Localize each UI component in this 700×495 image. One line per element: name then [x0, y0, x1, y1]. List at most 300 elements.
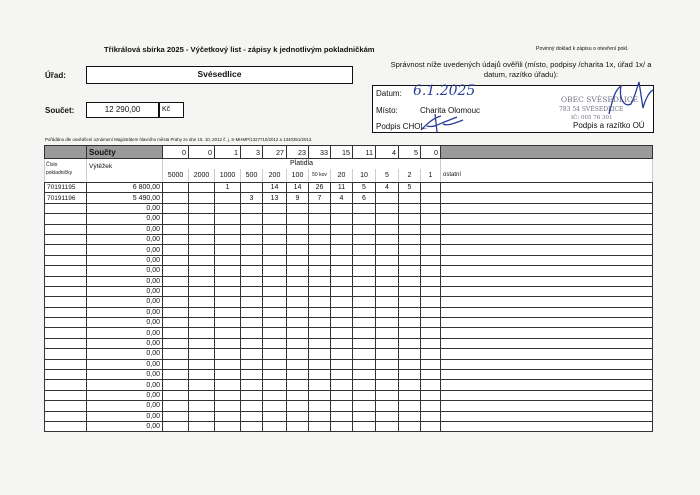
count-cell: [263, 266, 287, 276]
count-cell: [241, 359, 263, 369]
sum-20: 15: [331, 146, 353, 159]
yield-cell: 0,00: [87, 276, 163, 286]
stamp-line-1: OBEC SVÉSEDLICE: [561, 95, 639, 104]
count-cell: [215, 328, 241, 338]
yield-cell: 0,00: [87, 245, 163, 255]
count-cell: [215, 370, 241, 380]
count-cell: [163, 276, 189, 286]
count-cell: [263, 286, 287, 296]
count-cell: [376, 214, 399, 224]
stamp-line-2: 783 54 SVÉSEDLICE: [559, 106, 624, 113]
verification-box: [372, 85, 654, 133]
count-cell: [309, 421, 331, 431]
count-cell: [399, 411, 421, 421]
count-cell: [331, 224, 353, 234]
count-cell: [241, 214, 263, 224]
count-cell: [241, 276, 263, 286]
count-cell: [421, 245, 441, 255]
count-cell: [309, 234, 331, 244]
count-cell: [215, 401, 241, 411]
yield-cell: 0,00: [87, 338, 163, 348]
place-value: Charita Olomouc: [420, 106, 481, 115]
count-cell: [215, 390, 241, 400]
count-cell: [376, 266, 399, 276]
count-cell: [263, 401, 287, 411]
count-cell: [215, 214, 241, 224]
count-cell: 6: [353, 193, 376, 203]
count-cell: [309, 359, 331, 369]
count-cell: [189, 401, 215, 411]
other-cell: [441, 286, 653, 296]
other-cell: [441, 380, 653, 390]
count-cell: [287, 380, 309, 390]
count-cell: [421, 359, 441, 369]
date-value: 6.1.2025: [413, 83, 476, 99]
count-cell: [287, 245, 309, 255]
denomination-header: 2: [399, 169, 421, 183]
count-cell: [263, 276, 287, 286]
count-cell: [399, 359, 421, 369]
count-cell: [309, 370, 331, 380]
count-cell: [376, 349, 399, 359]
count-cell: [241, 318, 263, 328]
other-cell: [441, 245, 653, 255]
yield-cell: 6 800,00: [87, 183, 163, 193]
denomination-header: 20: [331, 169, 353, 183]
count-cell: [309, 307, 331, 317]
box-number-cell: [45, 401, 87, 411]
count-cell: [376, 411, 399, 421]
yield-cell: 0,00: [87, 349, 163, 359]
table-row: [45, 214, 653, 224]
count-cell: [241, 234, 263, 244]
count-cell: [376, 338, 399, 348]
tally-table-body: [45, 146, 653, 432]
yield-cell: 0,00: [87, 390, 163, 400]
document-title: Tříkrálová sbírka 2025 - Výčetkový list - zápisy k jednotlivým pokladničkám: [104, 45, 375, 54]
count-cell: [163, 328, 189, 338]
denominations-row: [45, 169, 653, 183]
count-cell: [163, 307, 189, 317]
denomination-header: 200: [263, 169, 287, 183]
count-cell: [331, 370, 353, 380]
count-cell: [189, 297, 215, 307]
yield-cell: 0,00: [87, 421, 163, 431]
count-cell: [421, 370, 441, 380]
count-cell: [189, 359, 215, 369]
table-row: [45, 390, 653, 400]
count-cell: [287, 328, 309, 338]
count-cell: [376, 359, 399, 369]
office-signature: [605, 78, 655, 130]
count-cell: [376, 421, 399, 431]
count-cell: [376, 203, 399, 213]
box-number-cell: [45, 349, 87, 359]
other-cell: [441, 307, 653, 317]
count-cell: [421, 183, 441, 193]
box-number-cell: [45, 390, 87, 400]
count-cell: [353, 286, 376, 296]
count-cell: [399, 421, 421, 431]
count-cell: [331, 421, 353, 431]
yield-cell: 0,00: [87, 380, 163, 390]
count-cell: [263, 370, 287, 380]
count-cell: [163, 338, 189, 348]
count-cell: [215, 266, 241, 276]
currency-label: Kč: [159, 102, 184, 118]
total-value: 12 290,00: [86, 102, 159, 118]
box-number-cell: 70191195: [45, 183, 87, 193]
count-cell: [353, 370, 376, 380]
count-cell: [189, 390, 215, 400]
count-cell: [376, 307, 399, 317]
count-cell: [399, 286, 421, 296]
count-cell: 5: [353, 183, 376, 193]
count-cell: [376, 193, 399, 203]
count-cell: 26: [309, 183, 331, 193]
count-cell: [189, 183, 215, 193]
count-cell: [399, 328, 421, 338]
count-cell: [215, 276, 241, 286]
count-cell: [215, 255, 241, 265]
sums-other-shaded: [441, 146, 653, 159]
mandatory-note: Povinný doklad k zápisu o otevření pokl.: [536, 46, 629, 52]
count-cell: [399, 255, 421, 265]
sums-label: Součty: [87, 146, 163, 159]
count-cell: [421, 307, 441, 317]
table-row: [45, 411, 653, 421]
count-cell: [399, 234, 421, 244]
sums-row: [45, 146, 653, 159]
count-cell: [215, 245, 241, 255]
yield-cell: 0,00: [87, 255, 163, 265]
count-cell: [163, 359, 189, 369]
other-cell: [441, 276, 653, 286]
count-cell: [309, 318, 331, 328]
date-label: Datum:: [376, 89, 402, 98]
count-cell: [241, 338, 263, 348]
other-cell: [441, 401, 653, 411]
box-number-cell: [45, 338, 87, 348]
count-cell: [331, 266, 353, 276]
box-number-cell: [45, 297, 87, 307]
other-cell: [441, 349, 653, 359]
count-cell: [241, 286, 263, 296]
denomination-header: 5: [376, 169, 399, 183]
table-row: [45, 349, 653, 359]
other-cell: [441, 266, 653, 276]
yield-header-bottom: [87, 169, 163, 183]
count-cell: [421, 338, 441, 348]
count-cell: [287, 266, 309, 276]
count-cell: [353, 359, 376, 369]
count-cell: [353, 214, 376, 224]
yield-cell: 0,00: [87, 234, 163, 244]
place-label: Místo:: [376, 106, 398, 115]
yield-cell: 0,00: [87, 297, 163, 307]
count-cell: [189, 411, 215, 421]
count-cell: [287, 297, 309, 307]
yield-cell: 0,00: [87, 359, 163, 369]
other-cell: [441, 255, 653, 265]
count-cell: [331, 349, 353, 359]
yield-cell: 5 490,00: [87, 193, 163, 203]
count-cell: 14: [263, 183, 287, 193]
count-cell: [309, 286, 331, 296]
count-cell: [331, 297, 353, 307]
count-cell: [421, 214, 441, 224]
count-cell: [163, 318, 189, 328]
tally-table: [44, 145, 653, 432]
count-cell: [331, 401, 353, 411]
count-cell: [263, 328, 287, 338]
table-row: [45, 234, 653, 244]
other-cell: [441, 390, 653, 400]
count-cell: [421, 390, 441, 400]
count-cell: [263, 214, 287, 224]
count-cell: [163, 286, 189, 296]
count-cell: [399, 318, 421, 328]
box-number-cell: [45, 318, 87, 328]
decree-note: Pořádáno dle osvědčení oznámení Magistrátem hlavního města Prahy ze dne 15. 10. 2012 č. j. S-MHMP/1327710/2012 a 1340351/2012.: [45, 137, 313, 142]
count-cell: [263, 234, 287, 244]
count-cell: [263, 380, 287, 390]
denomination-header: 50 kov: [309, 169, 331, 183]
platidla-header: Platidla: [163, 159, 441, 169]
count-cell: [241, 307, 263, 317]
count-cell: [263, 297, 287, 307]
box-number-cell: [45, 421, 87, 431]
count-cell: [163, 390, 189, 400]
count-cell: [287, 318, 309, 328]
yield-cell: 0,00: [87, 411, 163, 421]
count-cell: [309, 203, 331, 213]
count-cell: [353, 421, 376, 431]
count-cell: [399, 401, 421, 411]
denomination-header: 1000: [215, 169, 241, 183]
count-cell: [263, 318, 287, 328]
count-cell: [331, 380, 353, 390]
count-cell: [331, 390, 353, 400]
count-cell: [189, 370, 215, 380]
count-cell: [189, 224, 215, 234]
count-cell: [309, 214, 331, 224]
count-cell: [376, 255, 399, 265]
count-cell: [287, 421, 309, 431]
count-cell: [215, 193, 241, 203]
count-cell: [421, 318, 441, 328]
sum-100: 23: [287, 146, 309, 159]
count-cell: [287, 234, 309, 244]
count-cell: [353, 234, 376, 244]
box-number-header-text: Číslo pokladničky: [46, 162, 73, 176]
other-cell: [441, 318, 653, 328]
count-cell: [263, 411, 287, 421]
yield-cell: 0,00: [87, 370, 163, 380]
box-number-header: [45, 159, 87, 176]
count-cell: [189, 234, 215, 244]
other-cell: [441, 214, 653, 224]
count-cell: [241, 401, 263, 411]
count-cell: [421, 255, 441, 265]
count-cell: [376, 276, 399, 286]
count-cell: [421, 193, 441, 203]
count-cell: [163, 224, 189, 234]
count-cell: [287, 338, 309, 348]
table-row: [45, 286, 653, 296]
denomination-header: 10: [353, 169, 376, 183]
count-cell: [215, 203, 241, 213]
stamp-line-3: IČ: 005 76 301: [571, 115, 613, 121]
count-cell: [189, 214, 215, 224]
count-cell: [399, 349, 421, 359]
count-cell: [241, 390, 263, 400]
sum-500: 3: [241, 146, 263, 159]
table-row: [45, 359, 653, 369]
count-cell: [376, 297, 399, 307]
count-cell: [399, 370, 421, 380]
sum-2000: 0: [189, 146, 215, 159]
count-cell: [309, 411, 331, 421]
count-cell: [215, 411, 241, 421]
count-cell: [263, 255, 287, 265]
count-cell: [263, 338, 287, 348]
count-cell: [421, 380, 441, 390]
count-cell: [263, 421, 287, 431]
count-cell: [189, 276, 215, 286]
count-cell: [353, 349, 376, 359]
count-cell: [376, 286, 399, 296]
count-cell: 14: [287, 183, 309, 193]
count-cell: [241, 183, 263, 193]
box-number-cell: [45, 266, 87, 276]
sum-2: 5: [399, 146, 421, 159]
count-cell: [287, 390, 309, 400]
count-cell: [399, 276, 421, 286]
count-cell: [331, 234, 353, 244]
count-cell: 13: [263, 193, 287, 203]
count-cell: [353, 245, 376, 255]
count-cell: [331, 286, 353, 296]
table-row: [45, 338, 653, 348]
count-cell: [189, 338, 215, 348]
other-cell: [441, 183, 653, 193]
stamp-caption: Podpis a razítko OÚ: [573, 121, 645, 130]
other-header-top: [441, 159, 653, 169]
count-cell: [189, 193, 215, 203]
count-cell: [215, 380, 241, 390]
table-row: [45, 401, 653, 411]
yield-cell: 0,00: [87, 328, 163, 338]
count-cell: [331, 318, 353, 328]
count-cell: [163, 411, 189, 421]
count-cell: [309, 224, 331, 234]
count-cell: [309, 297, 331, 307]
count-cell: [215, 224, 241, 234]
count-cell: [331, 359, 353, 369]
table-row: [45, 370, 653, 380]
count-cell: [353, 328, 376, 338]
box-number-cell: [45, 411, 87, 421]
box-number-cell: [45, 286, 87, 296]
count-cell: [331, 338, 353, 348]
count-cell: [287, 411, 309, 421]
denomination-header: 2000: [189, 169, 215, 183]
box-number-cell: [45, 214, 87, 224]
count-cell: [263, 390, 287, 400]
count-cell: [376, 245, 399, 255]
count-cell: [353, 224, 376, 234]
other-cell: [441, 370, 653, 380]
count-cell: [263, 245, 287, 255]
count-cell: 4: [376, 183, 399, 193]
count-cell: [331, 328, 353, 338]
box-number-cell: [45, 224, 87, 234]
chol-signature: [417, 112, 467, 134]
total-label: Součet:: [45, 106, 75, 115]
box-number-cell: [45, 245, 87, 255]
box-number-cell: [45, 359, 87, 369]
count-cell: [421, 411, 441, 421]
count-cell: [399, 390, 421, 400]
count-cell: [163, 203, 189, 213]
count-cell: [376, 328, 399, 338]
box-number-cell: [45, 370, 87, 380]
count-cell: [399, 380, 421, 390]
count-cell: [421, 421, 441, 431]
count-cell: [309, 349, 331, 359]
office-label: Úřad:: [45, 71, 66, 80]
table-row: [45, 276, 653, 286]
count-cell: [421, 286, 441, 296]
count-cell: [376, 318, 399, 328]
count-cell: [163, 266, 189, 276]
platidla-row: [45, 159, 653, 169]
count-cell: [263, 349, 287, 359]
count-cell: [163, 380, 189, 390]
count-cell: [287, 203, 309, 213]
count-cell: [399, 224, 421, 234]
count-cell: [241, 266, 263, 276]
count-cell: [421, 401, 441, 411]
count-cell: [287, 214, 309, 224]
table-row: [45, 307, 653, 317]
yield-header: Výtěžek: [89, 163, 113, 170]
count-cell: [399, 193, 421, 203]
box-number-cell: [45, 380, 87, 390]
count-cell: [376, 370, 399, 380]
count-cell: [309, 328, 331, 338]
denomination-header: 1: [421, 169, 441, 183]
office-value: Svésedlice: [86, 66, 353, 84]
count-cell: [376, 390, 399, 400]
table-row: [45, 318, 653, 328]
table-row: [45, 224, 653, 234]
count-cell: [331, 307, 353, 317]
count-cell: [163, 421, 189, 431]
count-cell: 3: [241, 193, 263, 203]
other-cell: [441, 328, 653, 338]
box-number-cell: [45, 307, 87, 317]
sum-10: 11: [353, 146, 376, 159]
count-cell: [163, 183, 189, 193]
count-cell: [421, 234, 441, 244]
denomination-header: 500: [241, 169, 263, 183]
sums-shaded-cell: [45, 146, 87, 159]
count-cell: [287, 307, 309, 317]
count-cell: [353, 401, 376, 411]
count-cell: [353, 390, 376, 400]
